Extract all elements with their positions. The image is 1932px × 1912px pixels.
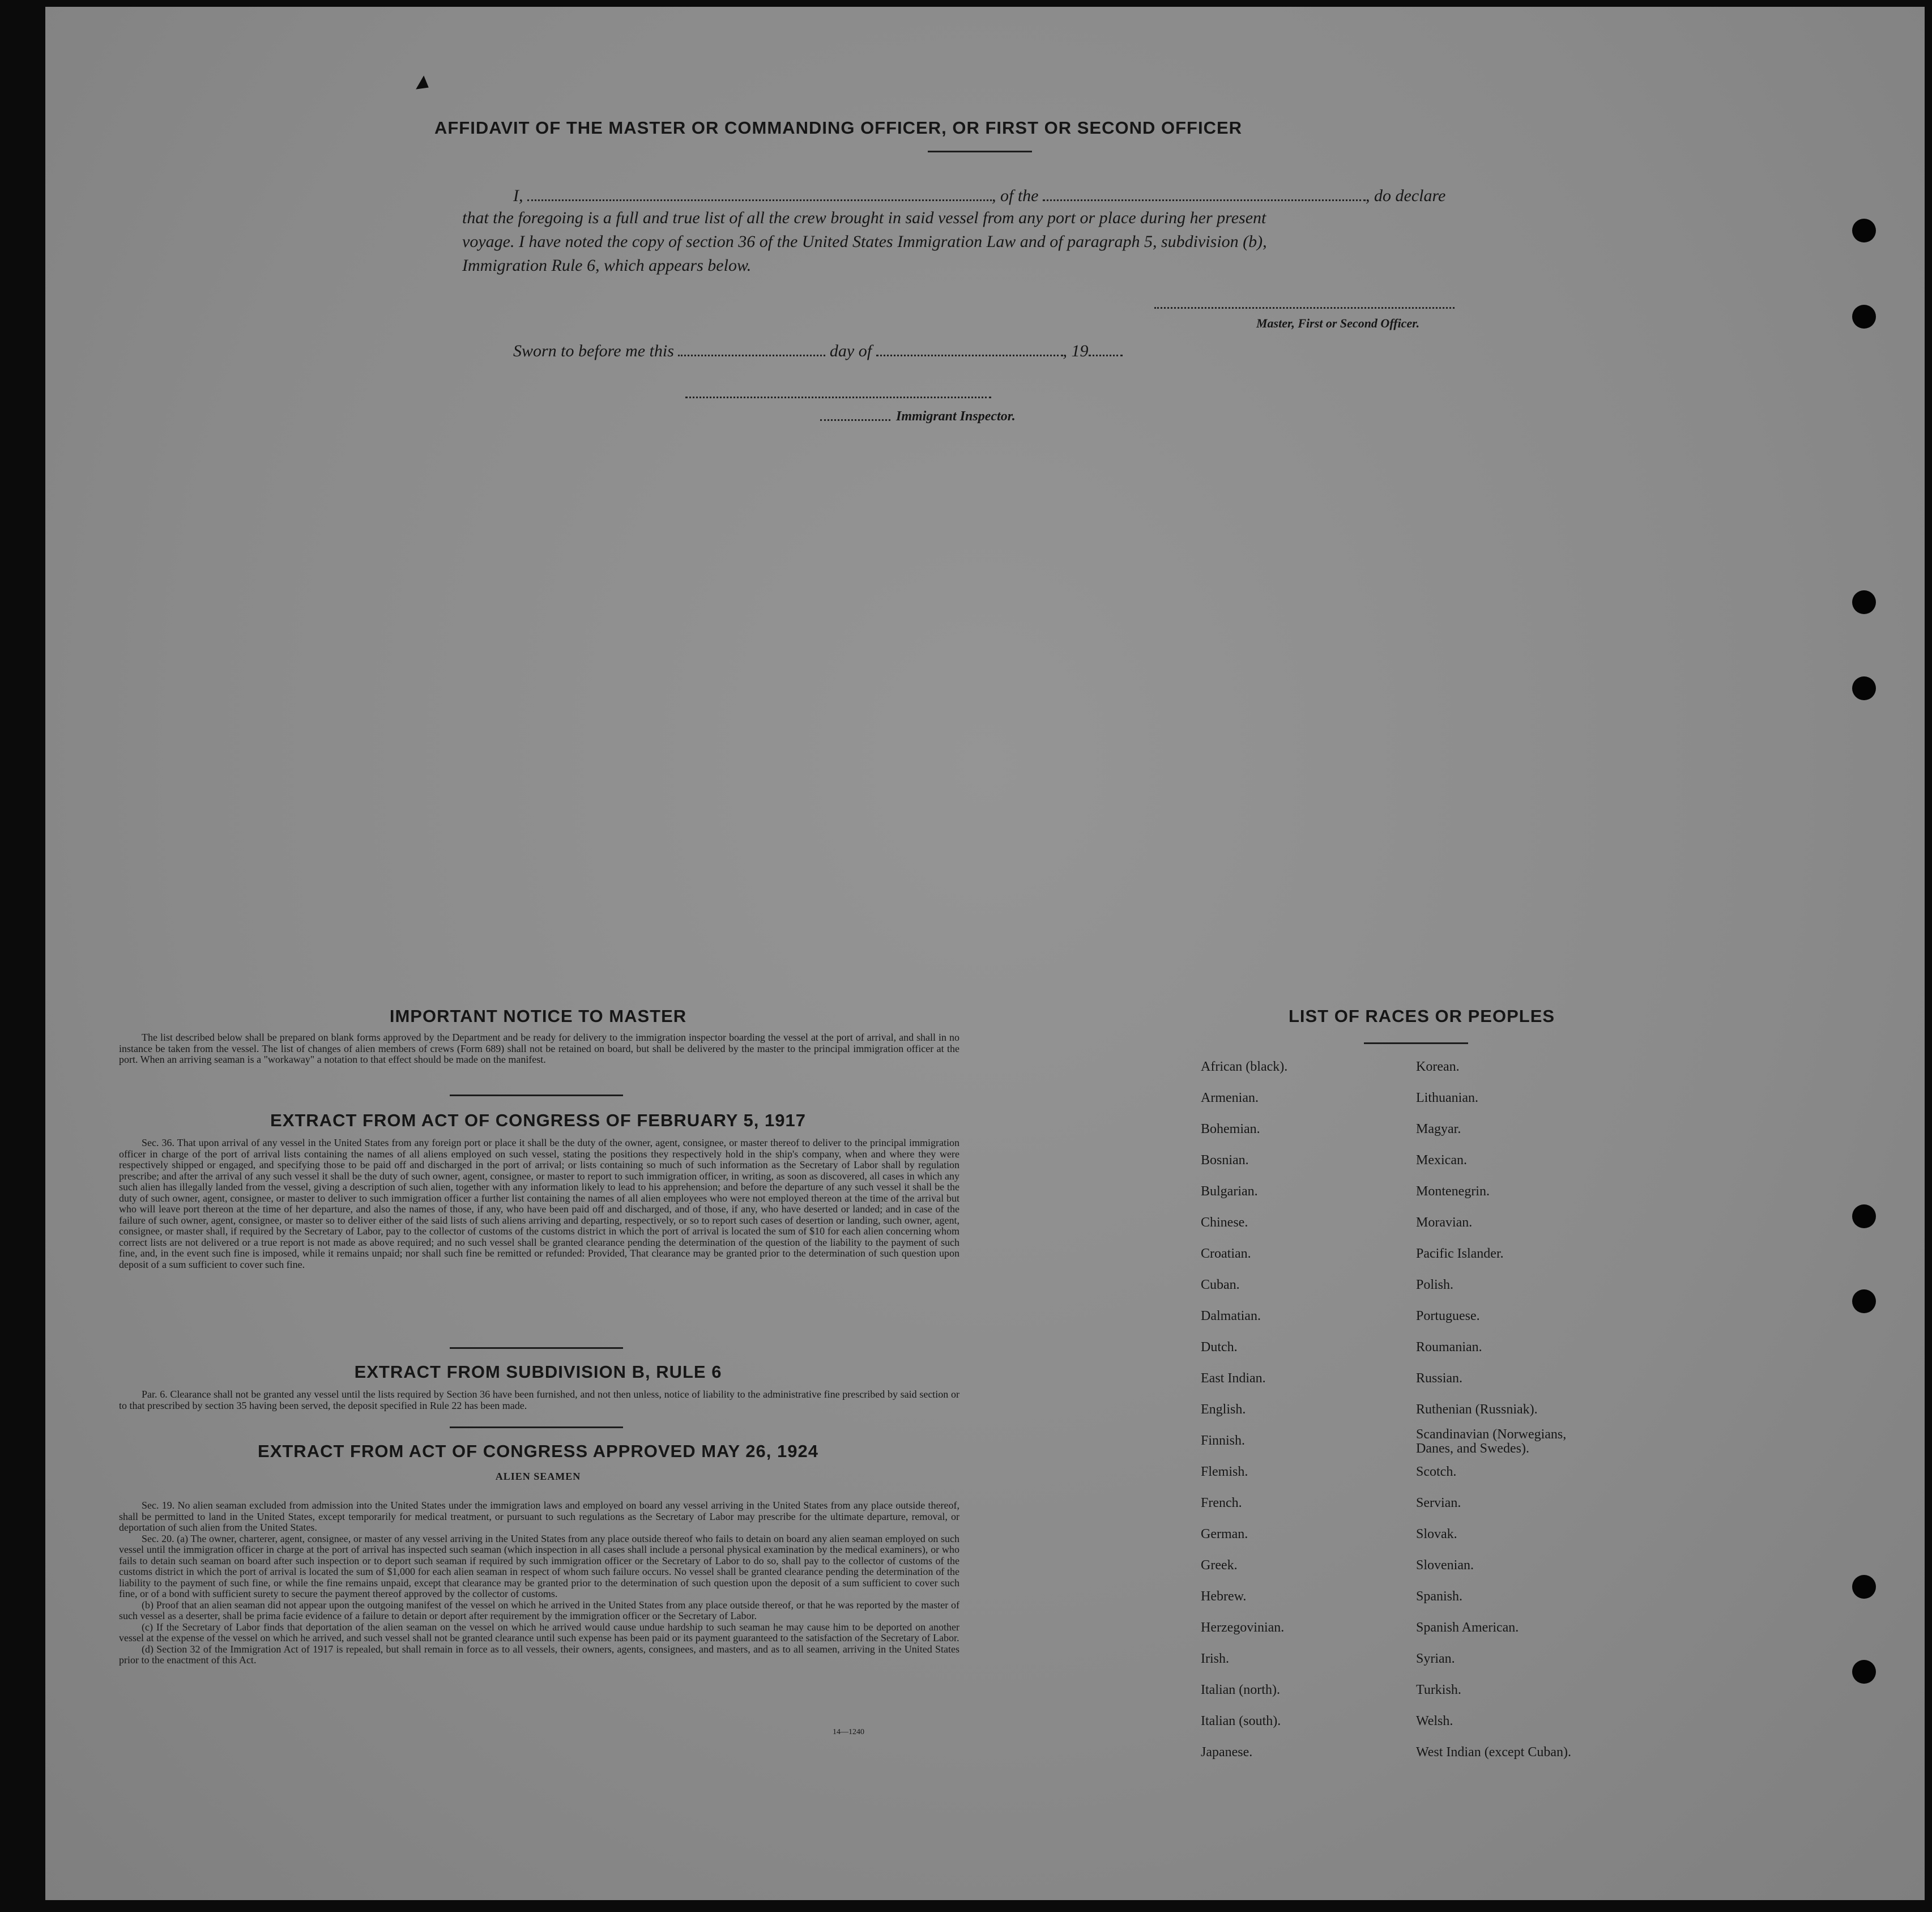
extract-1924-title: EXTRACT FROM ACT OF CONGRESS APPROVED MAY 26, 1924 — [258, 1441, 818, 1461]
race-entry: Moravian. — [1416, 1215, 1473, 1230]
notice-body: The list described below shall be prepared on blank forms approved by the Department and be ready for delivery to the immigration inspector boarding the vessel at the port of arrival, and shall in no instance be taken from the vessel. The list of changes of alien members of crews (Form 689) shall not be retained on board, but shall be delivered by the master to the principal immigration officer at the port. When an arriving seaman is a "workaway" a notation to that effect should be made on the manifest. — [119, 1032, 959, 1065]
extract-1924-paragraph: (c) If the Secretary of Labor finds that deportation of the alien seaman on the vessel on which he arrived would cause undue hardship to such seaman he may cause him to be deported on another vessel at the expense of the vessel on which he arrived, and such vessel shall not be granted clearance until such expense has been paid or its payment guaranteed to the satisfaction of the Secretary of Labor. — [119, 1621, 959, 1643]
race-entry: Ruthenian (Russniak). — [1416, 1402, 1538, 1417]
race-entry: East Indian. — [1201, 1371, 1266, 1386]
binder-hole — [1852, 1204, 1876, 1228]
race-entry: English. — [1201, 1402, 1246, 1417]
inspector-signature-line[interactable] — [685, 397, 991, 398]
race-entry: Dalmatian. — [1201, 1309, 1261, 1323]
race-entry: Japanese. — [1201, 1745, 1253, 1760]
race-entry: Italian (south). — [1201, 1714, 1281, 1728]
race-entry: Slovak. — [1416, 1527, 1457, 1541]
race-entry: French. — [1201, 1496, 1242, 1510]
form-number: 14—1240 — [833, 1728, 864, 1736]
section-divider — [450, 1347, 623, 1349]
year-prefix: , 19 — [1063, 342, 1089, 360]
race-entry: German. — [1201, 1527, 1248, 1541]
race-entry: Pacific Islander. — [1416, 1246, 1504, 1261]
of-the-label: , of the — [992, 186, 1039, 205]
master-signature-line[interactable] — [1154, 307, 1455, 309]
race-entry: Hebrew. — [1201, 1589, 1247, 1604]
title-underline — [928, 151, 1032, 152]
master-signature-caption: Master, First or Second Officer. — [1256, 316, 1420, 330]
race-entry: Korean. — [1416, 1059, 1460, 1074]
declarant-name-field[interactable] — [527, 184, 992, 201]
extract-1917-title: EXTRACT FROM ACT OF CONGRESS OF FEBRUARY 5, 1917 — [270, 1110, 806, 1130]
race-entry: Montenegrin. — [1416, 1184, 1490, 1199]
affidavit-title: AFFIDAVIT OF THE MASTER OR COMMANDING OFFICER, OR FIRST OR SECOND OFFICER — [434, 118, 1243, 138]
section-divider — [450, 1426, 623, 1428]
sworn-prefix: Sworn to before me this — [513, 342, 674, 360]
binder-hole — [1852, 590, 1876, 614]
race-entry: Cuban. — [1201, 1277, 1240, 1292]
extract-rule6-body: Par. 6. Clearance shall not be granted any vessel until the lists required by Section 36 have been furnished, and not then unless, notice of liability to the administrative fine prescribed by said section or to that prescribed by section 35 having been served, the deposit specified in Rule 22 has been made. — [119, 1389, 959, 1411]
declaration-line-3: voyage. I have noted the copy of section 36 of the United States Immigration Law and of paragraph 5, subdivision (b), — [462, 232, 1267, 251]
race-entry: Magyar. — [1416, 1122, 1461, 1136]
race-entry: Croatian. — [1201, 1246, 1251, 1261]
sworn-month-field[interactable] — [876, 339, 1063, 356]
binder-hole — [1852, 1289, 1876, 1313]
race-entry: Portuguese. — [1416, 1309, 1480, 1323]
declaration-line-1 — [513, 184, 1445, 206]
binder-hole — [1852, 305, 1876, 329]
extract-1917-body: Sec. 36. That upon arrival of any vessel in the United States from any foreign port or place it shall be the duty of the owner, agent, consignee, or master thereof to deliver to the principal immigration officer in charge of the port of arrival lists containing the names of all aliens employed on such vessel, stating the positions they respectively hold in the ship's company, when and where they were respectively shipped or engaged, and specifying those to be paid off and discharged in the port of arrival; or lists containing so much of such information as the Secretary of Labor shall by regulation prescribe; and after the arrival of any such vessel it shall be the duty of such owner, agent, consignee, or master to report to such immigration officer, in writing, as soon as discovered, all cases in which any such alien has illegally landed from the vessel, giving a description of such alien, together with any information likely to lead to his apprehension; and before the departure of any such vessel it shall be the duty of such owner, agent, consignee, or master to deliver to such immigration officer a further list containing the names of all alien employees who were not employed thereon at the time of the arrival but who will leave port thereon at the time of her departure, and also the names of those, if any, who have been paid off and discharged, and of those, if any, who have deserted or landed; and in case of the failure of such owner, agent, consignee, or master so to deliver either of the said lists of such aliens arriving and departing, respectively, or so to report such cases of desertion or landing, such owner, agent, consignee, or master shall, if required by the Secretary of Labor, pay to the collector of customs of the customs district in which the port of arrival is located the sum of $10 for each alien concerning whom correct lists are not delivered or a true report is not made as above required; and no such vessel shall be granted clearance pending the determination of the question of the liability to the payment of such fine, and, in the event such fine is imposed, while it remains unpaid; nor shall such fine be remitted or refunded: Provided, That clearance may be granted prior to the determination of such question upon deposit of a sum sufficient to cover such fine. — [119, 1137, 959, 1270]
binder-hole — [1852, 676, 1876, 700]
races-title: LIST OF RACES OR PEOPLES — [1288, 1006, 1555, 1026]
sworn-day-field[interactable] — [678, 339, 825, 356]
race-entry: Mexican. — [1416, 1153, 1467, 1168]
race-entry: Chinese. — [1201, 1215, 1248, 1230]
races-title-underline — [1364, 1042, 1468, 1044]
race-entry: Polish. — [1416, 1277, 1454, 1292]
notice-title: IMPORTANT NOTICE TO MASTER — [389, 1006, 687, 1026]
race-entry: Scotch. — [1416, 1464, 1457, 1479]
race-entry: Servian. — [1416, 1496, 1461, 1510]
extract-rule6-title: EXTRACT FROM SUBDIVISION B, RULE 6 — [354, 1362, 722, 1382]
extract-1924-paragraph: (d) Section 32 of the Immigration Act of 1917 is repealed, but shall remain in force as to all vessels, their owners, agents, consignees, and masters, and as to all seamen, arriving in the United States prior to the enactment of this Act. — [119, 1643, 959, 1666]
extract-1924-paragraph: (b) Proof that an alien seaman did not appear upon the outgoing manifest of the vessel on which he arrived in the United States from any place outside thereof, or that he was reported by the master of such vessel as a deserter, shall be prima facie evidence of a failure to detain or deport after requirement by the immigration officer or the Secretary of Labor. — [119, 1599, 959, 1621]
race-entry: Flemish. — [1201, 1464, 1248, 1479]
race-entry: Greek. — [1201, 1558, 1238, 1573]
do-declare-label: , do declare — [1366, 186, 1446, 205]
inspector-caption: Immigrant Inspector. — [896, 409, 1016, 424]
race-entry: West Indian (except Cuban). — [1416, 1745, 1571, 1760]
declaration-line-4: Immigration Rule 6, which appears below. — [462, 256, 752, 275]
race-entry: Bosnian. — [1201, 1153, 1249, 1168]
race-entry: Turkish. — [1416, 1683, 1461, 1697]
race-entry: Spanish American. — [1416, 1620, 1519, 1635]
day-of-label: day of — [829, 342, 872, 360]
race-entry: Slovenian. — [1416, 1558, 1474, 1573]
sworn-line — [513, 339, 1123, 361]
race-entry: Armenian. — [1201, 1091, 1259, 1105]
race-entry: Spanish. — [1416, 1589, 1463, 1604]
binder-hole — [1852, 1660, 1876, 1684]
declaration-line-2: that the foregoing is a full and true list of all the crew brought in said vessel from any port or place during her present — [462, 208, 1266, 227]
race-entry: Russian. — [1416, 1371, 1463, 1386]
race-entry: Bohemian. — [1201, 1122, 1260, 1136]
sworn-year-field[interactable] — [1089, 339, 1123, 356]
race-entry: Dutch. — [1201, 1340, 1238, 1355]
race-entry: Welsh. — [1416, 1714, 1453, 1728]
ink-blot — [416, 75, 433, 94]
extract-1924-paragraph: Sec. 19. No alien seaman excluded from admission into the United States under the immigration laws and employed on board any vessel arriving in the United States from any place outside thereof, shall be permitted to land in the United States, except temporarily for medical treatment, or pursuant to such regulations as the Secretary of Labor may prescribe for the ultimate departure, removal, or deportation of such alien from the United States. — [119, 1500, 959, 1533]
race-entry: Lithuanian. — [1416, 1091, 1478, 1105]
binder-hole — [1852, 1575, 1876, 1599]
extract-1924-body — [119, 1500, 959, 1666]
section-divider — [450, 1095, 623, 1096]
race-entry: Scandinavian (Norwegians, Danes, and Swedes). — [1416, 1427, 1567, 1456]
race-entry: Irish. — [1201, 1651, 1229, 1666]
vessel-name-field[interactable] — [1043, 184, 1366, 201]
race-entry: African (black). — [1201, 1059, 1288, 1074]
binder-hole — [1852, 219, 1876, 242]
extract-1924-paragraph: Sec. 20. (a) The owner, charterer, agent, consignee, or master of any vessel arriving in the United States from any place outside thereof who fails to detain on board any alien seaman employed on such vessel until the immigration officer in charge at the port of arrival has inspected such seaman (which inspection in all cases shall include a personal physical examination by the medical examiners), or who fails to detain such seaman on board after such inspection or to deport such seaman if required by such immigration officer or the Secretary of Labor to do so, shall pay to the collector of customs of the customs district in which the port of arrival is located the sum of $1,000 for each alien seaman in respect of whom such failure occurs. No vessel shall be granted clearance pending the determination of the liability to the payment of such fine, or while the fine remains unpaid, except that clearance may be granted prior to the determination of such question upon the deposit of a sum sufficient to cover such fine, or of a bond with sufficient surety to secure the payment thereof approved by the collector of customs. — [119, 1532, 959, 1599]
race-entry: Roumanian. — [1416, 1340, 1482, 1355]
race-entry: Bulgarian. — [1201, 1184, 1258, 1199]
form-page — [45, 7, 1925, 1900]
alien-seamen-subtitle: ALIEN SEAMEN — [495, 1471, 581, 1482]
race-entry: Finnish. — [1201, 1433, 1246, 1448]
race-entry: Italian (north). — [1201, 1683, 1280, 1697]
declarant-prefix: I, — [513, 186, 523, 205]
inspector-dotted-lead — [820, 419, 890, 421]
race-entry: Syrian. — [1416, 1651, 1455, 1666]
race-entry: Herzegovinian. — [1201, 1620, 1285, 1635]
